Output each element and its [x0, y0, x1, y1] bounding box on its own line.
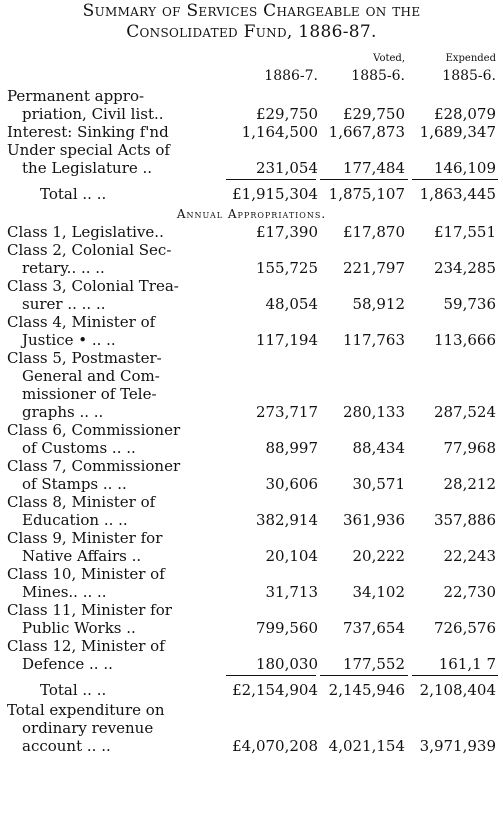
class-item-value-3: 59,736 [443, 295, 496, 313]
permanent-item-value-3: 1,689,347 [419, 123, 496, 141]
grand-total [0, 701, 503, 755]
permanent-item-value-1: 231,054 [255, 159, 318, 177]
permanent-item-label: Permanent appro- [7, 87, 145, 105]
permanent-item-value-1: 1,164,500 [241, 123, 318, 141]
class-item-label: Class 4, Minister of [7, 313, 156, 331]
permanent-item-line [0, 87, 503, 105]
class-item-line [0, 511, 503, 529]
class-item-line [0, 601, 503, 619]
class-item-value-3: 28,212 [443, 475, 496, 493]
class-item-label: Class 7, Commissioner [7, 457, 181, 475]
class-item-value-3: 161,1 7 [438, 655, 496, 673]
class-item-label: graphs .. .. [22, 403, 104, 421]
class-item-value-3: 22,730 [443, 583, 496, 601]
class-item-value-2: 88,434 [352, 439, 405, 457]
permanent-item-value-2: 1,667,873 [328, 123, 405, 141]
class-item-value-3: 234,285 [433, 259, 496, 277]
class-item-value-1: 88,997 [265, 439, 318, 457]
total-row-value-3: 1,863,445 [419, 185, 496, 203]
class-item-line [0, 547, 503, 565]
class-item-label: Native Affairs .. [22, 547, 142, 565]
class-item-label: Class 10, Minister of [7, 565, 165, 583]
class-item-label: Public Works .. [22, 619, 136, 637]
class-item-line [0, 637, 503, 655]
class-item-value-3: 357,886 [433, 511, 496, 529]
class-item-label: Justice • .. .. [22, 331, 116, 349]
class-item-value-2: 361,936 [342, 511, 405, 529]
grand-total-item-value-2: 4,021,154 [328, 737, 405, 755]
permanent-services [0, 87, 503, 177]
class-item-label: Class 12, Minister of [7, 637, 165, 655]
class-item-line [0, 385, 503, 403]
permanent-item-value-2: 177,484 [342, 159, 405, 177]
class-item-line [0, 565, 503, 583]
column-header [0, 43, 503, 87]
class-item-value-2: 20,222 [352, 547, 405, 565]
class-item-value-1: 155,725 [255, 259, 318, 277]
total-annual [0, 679, 503, 701]
class-item-value-1: 30,606 [265, 475, 318, 493]
total-row-2-value-2: 2,145,946 [328, 681, 405, 699]
class-item-value-2: 58,912 [352, 295, 405, 313]
col3-year: 1885-6. [442, 68, 496, 84]
class-item-value-1: 799,560 [255, 619, 318, 637]
permanent-item-line [0, 141, 503, 159]
grand-total-item-line [0, 737, 503, 755]
total-row [0, 183, 503, 205]
permanent-item-line [0, 105, 503, 123]
class-item-label: Class 5, Postmaster- [7, 349, 162, 367]
class-item-line [0, 619, 503, 637]
class-item-label: Class 8, Minister of [7, 493, 156, 511]
total-row-value-1: £1,915,304 [232, 185, 318, 203]
grand-total-item-value-1: £4,070,208 [232, 737, 318, 755]
permanent-item-value-3: £28,079 [433, 105, 496, 123]
total-permanent [0, 183, 503, 205]
class-item-line [0, 493, 503, 511]
class-item-line [0, 295, 503, 313]
title-line-2: Consolidated Fund, 1886-87. [126, 22, 377, 42]
permanent-item-value-3: 146,109 [433, 159, 496, 177]
class-item-value-1: 31,713 [265, 583, 318, 601]
class-item-label: of Customs .. .. [22, 439, 136, 457]
class-item-value-3: 22,243 [443, 547, 496, 565]
class-item-line [0, 259, 503, 277]
class-item-value-3: 77,968 [443, 439, 496, 457]
total-row-2-value-3: 2,108,404 [419, 681, 496, 699]
class-item-value-1: 20,104 [265, 547, 318, 565]
class-item-value-2: £17,870 [342, 223, 405, 241]
permanent-item-line [0, 123, 503, 141]
annual-appropriations [0, 223, 503, 673]
total-row-value-2: 1,875,107 [328, 185, 405, 203]
class-item-line [0, 367, 503, 385]
permanent-item-line [0, 159, 503, 177]
class-item-label: of Stamps .. .. [22, 475, 127, 493]
class-item-label: Class 11, Minister for [7, 601, 172, 619]
grand-total-item-value-3: 3,971,939 [419, 737, 496, 755]
class-item-line [0, 475, 503, 493]
class-item-value-1: 48,054 [265, 295, 318, 313]
total-row-label: Total .. .. [40, 185, 107, 203]
permanent-item-value-1: £29,750 [255, 105, 318, 123]
class-item-label: Class 3, Colonial Trea- [7, 277, 179, 295]
permanent-item-label: priation, Civil list.. [22, 105, 164, 123]
class-item-value-2: 221,797 [342, 259, 405, 277]
class-item-value-2: 117,763 [342, 331, 405, 349]
class-item-value-2: 737,654 [342, 619, 405, 637]
class-item-value-3: £17,551 [433, 223, 496, 241]
class-item-value-1: 117,194 [255, 331, 318, 349]
class-item-label: Class 6, Commissioner [7, 421, 181, 439]
class-item-line [0, 529, 503, 547]
class-item-line [0, 583, 503, 601]
col1-year: 1886-7. [264, 68, 318, 84]
total-row-2-label: Total .. .. [40, 681, 107, 699]
class-item-value-2: 177,552 [342, 655, 405, 673]
col3-top: Expended [445, 53, 496, 64]
title-line-1: Summary of Services Chargeable on the [82, 1, 421, 21]
class-item-label: Education .. .. [22, 511, 128, 529]
class-item-value-2: 30,571 [352, 475, 405, 493]
class-item-value-2: 280,133 [342, 403, 405, 421]
grand-total-item-line [0, 719, 503, 737]
section-heading: Annual Appropriations. [176, 207, 327, 221]
page-title [0, 1, 503, 43]
grand-total-item-line [0, 701, 503, 719]
class-item-value-3: 726,576 [433, 619, 496, 637]
class-item-line [0, 223, 503, 241]
col2-year: 1885-6. [351, 68, 405, 84]
class-item-label: Mines.. .. .. [22, 583, 107, 601]
class-item-line [0, 241, 503, 259]
permanent-item-label: Under special Acts of [7, 141, 170, 159]
class-item-label: missioner of Tele- [22, 385, 157, 403]
class-item-line [0, 439, 503, 457]
class-item-line [0, 403, 503, 421]
class-item-value-1: 180,030 [255, 655, 318, 673]
class-item-line [0, 421, 503, 439]
class-item-line [0, 349, 503, 367]
class-item-value-1: 382,914 [255, 511, 318, 529]
class-item-value-2: 34,102 [352, 583, 405, 601]
class-item-label: surer .. .. .. [22, 295, 106, 313]
permanent-item-value-2: £29,750 [342, 105, 405, 123]
permanent-item-label: Interest: Sinking f'nd [7, 123, 169, 141]
class-item-line [0, 655, 503, 673]
class-item-label: retary.. .. .. [22, 259, 105, 277]
class-item-value-3: 287,524 [433, 403, 496, 421]
ledger-page [0, 1, 503, 820]
class-item-label: Defence .. .. [22, 655, 113, 673]
grand-total-item-label: account .. .. [22, 737, 111, 755]
grand-total-item-label: Total expenditure on [7, 701, 165, 719]
total-row-2 [0, 679, 503, 701]
class-item-label: Class 2, Colonial Sec- [7, 241, 172, 259]
total-row-2-value-1: £2,154,904 [232, 681, 318, 699]
grand-total-item-label: ordinary revenue [22, 719, 154, 737]
class-item-label: Class 9, Minister for [7, 529, 163, 547]
class-item-value-1: £17,390 [255, 223, 318, 241]
class-item-line [0, 313, 503, 331]
class-item-line [0, 331, 503, 349]
col2-top: Voted, [373, 53, 405, 64]
permanent-item-label: the Legislature .. [22, 159, 153, 177]
class-item-value-3: 113,666 [433, 331, 496, 349]
class-item-label: General and Com- [22, 367, 160, 385]
class-item-line [0, 457, 503, 475]
class-item-value-1: 273,717 [255, 403, 318, 421]
class-item-line [0, 277, 503, 295]
class-item-label: Class 1, Legislative.. [7, 223, 164, 241]
